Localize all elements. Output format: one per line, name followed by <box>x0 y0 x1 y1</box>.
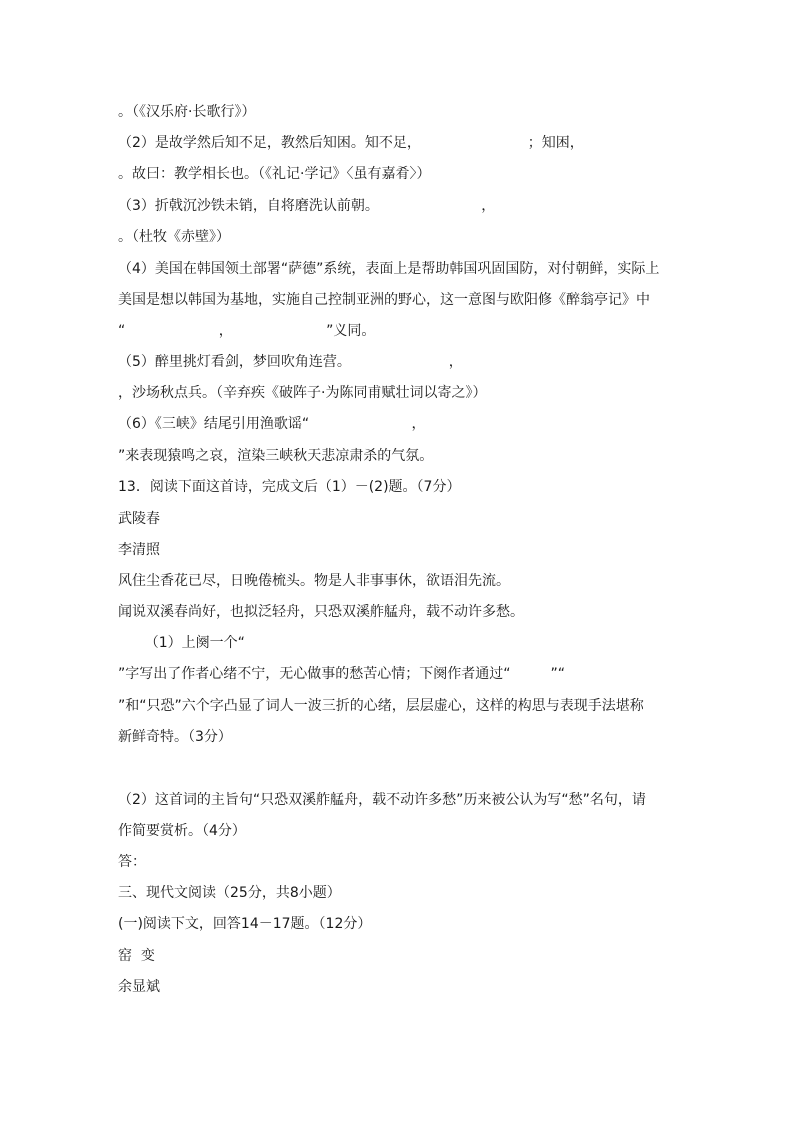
text-line: ，沙场秋点兵。（辛弃疾《破阵子·为陈同甫赋壮词以寄之》） <box>118 385 487 401</box>
text-line: （4）美国在韩国领土部署“萨德”系统，表面上是帮助韩国巩固国防，对付朝鲜，实际上 <box>118 261 660 277</box>
text-line: 。（《汉乐府·长歌行》） <box>118 104 256 120</box>
poem-line: 闻说双溪春尚好，也拟泛轻舟，只恐双溪舴艋舟，载不动许多愁。 <box>118 604 524 620</box>
poem-author: 李清照 <box>118 542 160 558</box>
text-line: ”和“只恐”六个字凸显了词人一波三折的心绪，层层虚心，这样的构思与表现手法堪称 <box>118 698 644 714</box>
text-line: （2）这首词的主旨句“只恐双溪舴艋舟，载不动许多愁”历来被公认为写“愁”名句，请 <box>118 792 646 808</box>
answer-label: 答： <box>118 854 146 870</box>
text-line: （5）醉里挑灯看剑，梦回吹角连营。 ， <box>118 354 463 370</box>
article-author: 余显斌 <box>118 979 160 995</box>
poem-line: 风住尘香花已尽，日晚倦梳头。物是人非事事休，欲语泪先流。 <box>118 573 510 589</box>
text-line: 作简要赏析。（4分） <box>118 823 246 839</box>
article-title: 窑 变 <box>118 948 155 964</box>
text-line: 。故曰：教学相长也。（《礼记·学记》〈虽有嘉肴〉） <box>118 166 431 182</box>
text-line: 。（杜牧《赤壁》） <box>118 229 230 245</box>
text-line: （2）是故学然后知不足，教然后知困。知不足， ；知困， <box>118 135 584 151</box>
text-line: （1）上阕一个“ <box>118 635 245 651</box>
section-heading: 三、现代文阅读（25分，共8小题） <box>118 885 341 901</box>
text-line: 新鲜奇特。（3分） <box>118 729 232 745</box>
subsection-heading: (一)阅读下文，回答14－17题。（12分） <box>118 916 372 932</box>
question-heading: 13．阅读下面这首诗，完成文后（1）－(2)题。（7分） <box>118 479 461 495</box>
text-line: 美国是想以韩国为基地，实施自己控制亚洲的野心，这一意图与欧阳修《醉翁亭记》中 <box>118 292 650 308</box>
text-line: （3）折戟沉沙铁未销，自将磨洗认前朝。 ， <box>118 198 496 214</box>
text-line: （6）《三峡》结尾引用渔歌谣“ ， <box>118 416 426 432</box>
text-line: ”来表现猿鸣之哀，渲染三峡秋天悲凉肃杀的气氛。 <box>118 448 434 464</box>
text-line: “ ， ”义同。 <box>118 323 376 339</box>
text-line: ”字写出了作者心绪不宁，无心做事的愁苦心情；下阕作者通过“ ”“ <box>118 666 566 682</box>
poem-title: 武陵春 <box>118 511 160 527</box>
